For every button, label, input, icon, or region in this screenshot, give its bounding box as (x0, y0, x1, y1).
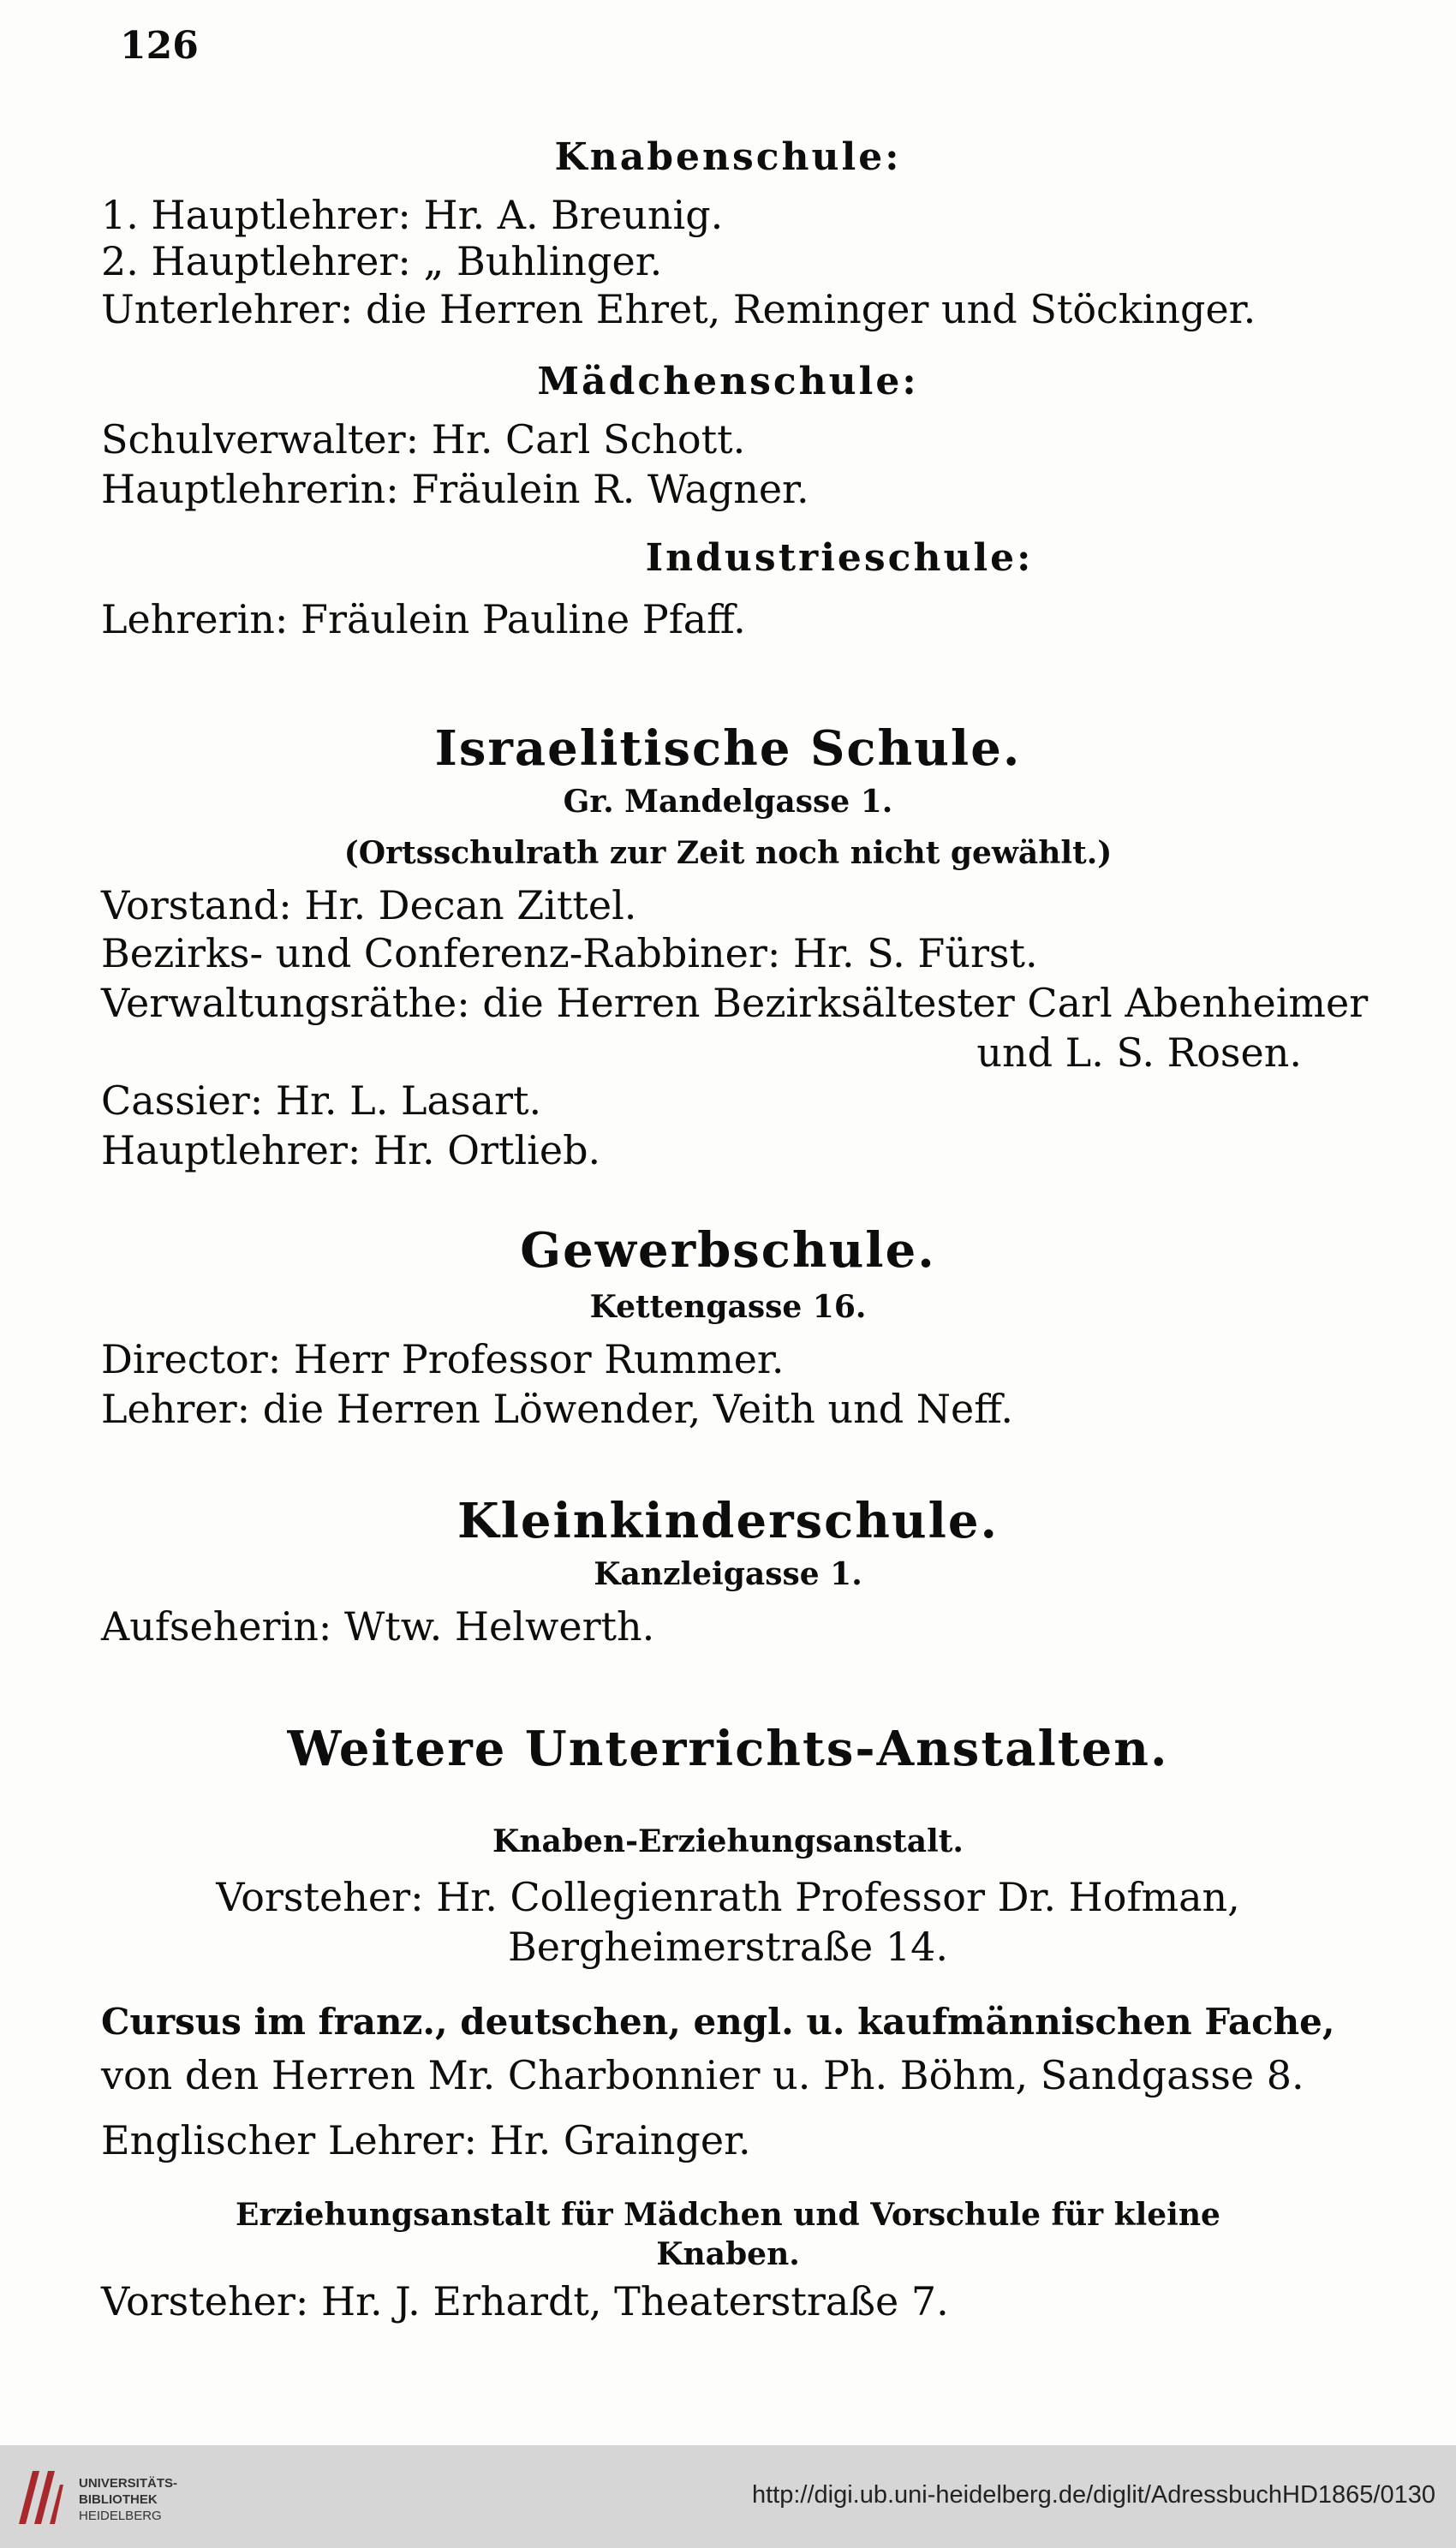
israelitische-note: (Ortsschulrath zur Zeit noch nicht gewählt.) (343, 835, 1113, 871)
gewerbschule-address: Kettengasse 16. (589, 1289, 867, 1325)
gewerbschule-line-1: Director: Herr Professor Rummer. (101, 1336, 785, 1382)
knabenschule-line-3: Unterlehrer: die Herren Ehret, Reminger und Stöckinger. (101, 286, 1256, 332)
maedchenschule-line-2: Hauptlehrerin: Fräulein R. Wagner. (101, 466, 809, 512)
maedchen-erziehung-heading-1: Erziehungsanstalt für Mädchen und Vorschule für kleine (236, 2197, 1220, 2233)
university-logo-icon (14, 2464, 65, 2529)
israelitische-heading: Israelitische Schule. (434, 720, 1022, 777)
israelitische-continuation: und L. S. Rosen. (976, 1029, 1302, 1076)
industrieschule-line-1: Lehrerin: Fräulein Pauline Pfaff. (101, 596, 746, 642)
source-url-link[interactable]: http://digi.ub.uni-heidelberg.de/diglit/AdressbuchHD1865/0130 (751, 2481, 1435, 2509)
knabenschule-line-1: 1. Hauptlehrer: Hr. A. Breunig. (101, 192, 724, 238)
maedchen-erziehung-line: Vorsteher: Hr. J. Erhardt, Theaterstraße 7. (101, 2278, 949, 2324)
gewerbschule-heading: Gewerbschule. (520, 1222, 936, 1279)
israelitische-line-3: Verwaltungsräthe: die Herren Bezirksältester Carl Abenheimer (101, 980, 1369, 1026)
israelitische-line-5: Hauptlehrer: Hr. Ortlieb. (101, 1127, 601, 1173)
industrieschule-heading: Industrieschule: (645, 536, 1034, 580)
knabenschule-line-2: 2. Hauptlehrer: „ Buhlinger. (101, 238, 663, 284)
knabenschule-heading: Knabenschule: (554, 135, 902, 179)
knaben-erziehung-line-1: Vorsteher: Hr. Collegienrath Professor Dr. Hofman, (216, 1874, 1240, 1920)
maedchenschule-line-1: Schulverwalter: Hr. Carl Schott. (101, 416, 746, 462)
page-number: 126 (120, 24, 199, 68)
kleinkinderschule-heading: Kleinkinderschule. (456, 1493, 1000, 1549)
englisch-line: Englischer Lehrer: Hr. Grainger. (101, 2117, 751, 2163)
library-logo-text (79, 2476, 177, 2524)
maedchen-erziehung-heading-2: Knaben. (656, 2236, 800, 2272)
cursus-heading: Cursus im franz., deutschen, engl. u. kaufmännischen Fache, (101, 2001, 1335, 2043)
gewerbschule-line-2: Lehrer: die Herren Löwender, Veith und Neff. (101, 1386, 1013, 1432)
weitere-heading: Weitere Unterrichts-Anstalten. (287, 1721, 1169, 1777)
kleinkinderschule-address: Kanzleigasse 1. (594, 1556, 862, 1592)
logo-line-3: HEIDELBERG (79, 2508, 162, 2523)
logo-line-2: BIBLIOTHEK (79, 2491, 158, 2507)
cursus-line: von den Herren Mr. Charbonnier u. Ph. Böhm, Sandgasse 8. (101, 2052, 1304, 2098)
kleinkinderschule-line-1: Aufseherin: Wtw. Helwerth. (101, 1603, 655, 1650)
israelitische-line-4: Cassier: Hr. L. Lasart. (101, 1077, 542, 1124)
israelitische-line-1: Vorstand: Hr. Decan Zittel. (101, 882, 637, 928)
maedchenschule-heading: Mädchenschule: (537, 360, 919, 403)
israelitische-line-2: Bezirks- und Conferenz-Rabbiner: Hr. S. Fürst. (101, 930, 1038, 976)
logo-line-1: UNIVERSITÄTS- (79, 2476, 178, 2491)
knaben-erziehung-line-2: Bergheimerstraße 14. (507, 1924, 949, 1970)
israelitische-address: Gr. Mandelgasse 1. (563, 784, 893, 820)
footer-bar (0, 2445, 1456, 2548)
knaben-erziehung-heading: Knaben-Erziehungsanstalt. (492, 1823, 964, 1859)
